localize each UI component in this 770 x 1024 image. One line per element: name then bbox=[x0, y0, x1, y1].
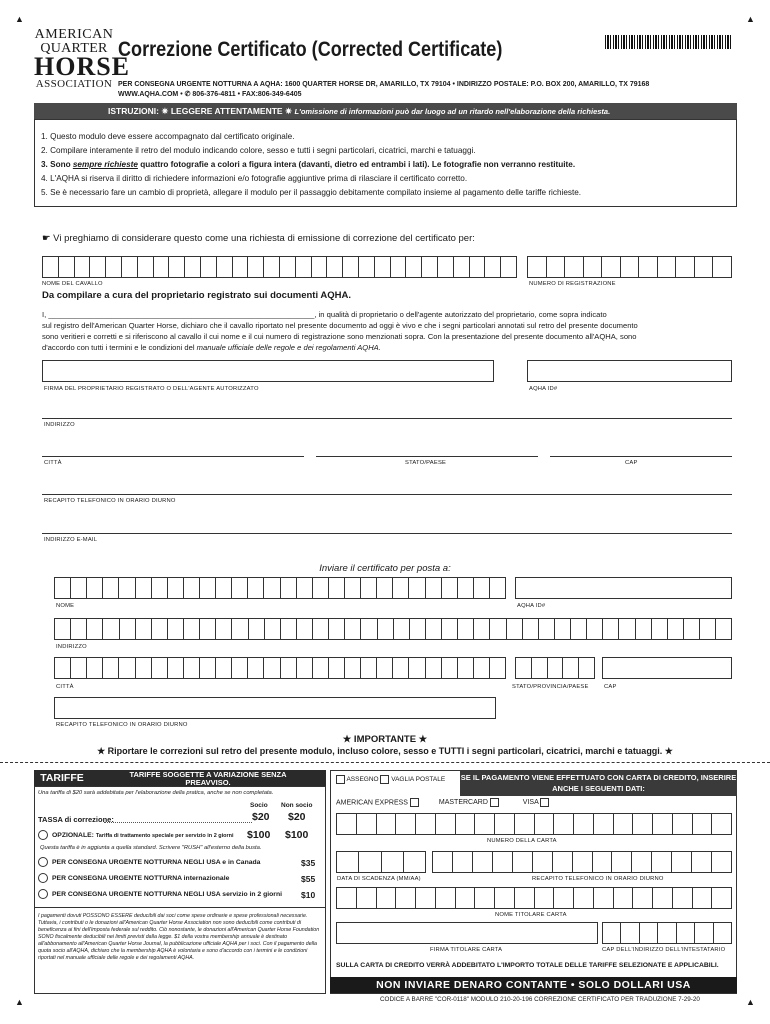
amex-checkbox[interactable] bbox=[410, 798, 419, 807]
ship-canada-radio[interactable] bbox=[38, 857, 48, 867]
correction-leader bbox=[104, 822, 252, 823]
correction-label: TASSA di correzione: bbox=[38, 815, 114, 824]
horse-name-input[interactable] bbox=[42, 256, 517, 278]
card-number-label: NUMERO DELLA CARTA bbox=[487, 838, 557, 844]
mail-aqha-id-input[interactable] bbox=[515, 577, 732, 599]
instruction-item-3a: 3. Sono bbox=[41, 160, 73, 169]
correction-member-price: $20 bbox=[252, 811, 270, 823]
page-title: Correzione Certificato (Corrected Certificate) bbox=[118, 38, 503, 61]
cardholder-name-input[interactable] bbox=[336, 887, 732, 909]
owner-address-label: INDIRIZZO bbox=[44, 422, 75, 428]
registration-number-label: NUMERO DI REGISTRAZIONE bbox=[529, 281, 616, 287]
owner-state-label: STATO/PAESE bbox=[405, 460, 447, 466]
signature-label: FIRMA DEL PROPRIETARIO REGISTRATO O DELL'AGENTE AUTORIZZATO bbox=[44, 386, 259, 392]
ship-intl-row[interactable] bbox=[38, 873, 229, 883]
corner-mark-bottom-left: ▲ bbox=[15, 997, 24, 1007]
mail-city-label: CITTÀ bbox=[56, 684, 74, 690]
cut-line bbox=[0, 762, 770, 763]
signature-input[interactable] bbox=[42, 360, 494, 382]
fees-fine-print: I pagamenti dovuti POSSONO ESSERE deducibili dai soci come spese ordinarie e spese professionali necessarie. Tuttavia, i contributi o le donazioni all'American Quarter Horse Association non sono deducibili come contributi di beneficenza ai fini dell'imposta federale sul reddito. Ciò nonostante, le donazioni all'American Quarter Horse Foundation SONO fiscalmente deducibili nei limiti previsti dalla legge. $1 della vostra membership annuale è destinato all'abbonamento all'American Quarter Horse Journal, la pubblicazione ufficiale AQHA per i soci. Con il pagamento della quota socio all'AQHA, dichiaro che la membership AQHA è volontaria e sono d'accordo con i termini e le condizioni riportati nel manuale ufficiale delle regole e dei regolamenti AQHA. bbox=[38, 913, 320, 961]
logo-line-4: ASSOCIATION bbox=[35, 78, 113, 90]
logo-line-3: HORSE bbox=[34, 52, 131, 81]
owner-phone-line[interactable] bbox=[42, 494, 732, 495]
owner-declaration bbox=[42, 309, 732, 353]
owner-aqha-id-input[interactable] bbox=[527, 360, 732, 382]
declaration-line-4a: d'accordo con tutti i termini e le condizioni del bbox=[42, 343, 197, 352]
check-checkbox[interactable] bbox=[336, 775, 345, 784]
ship-2day-radio[interactable] bbox=[38, 889, 48, 899]
mail-name-input[interactable] bbox=[54, 577, 506, 599]
logo-line-1: AMERICAN bbox=[34, 27, 114, 42]
important-title: ★ IMPORTANTE ★ bbox=[342, 734, 428, 745]
card-type-row bbox=[336, 798, 549, 807]
instruction-item: 4. L'AQHA si riserva il diritto di richiedere informazioni e/o fotografie aggiuntive prima di rilasciare il certificato corretto. bbox=[41, 174, 468, 183]
registration-number-input[interactable] bbox=[527, 256, 732, 278]
check-option[interactable] bbox=[336, 775, 445, 784]
cardholder-name-label: NOME TITOLARE CARTA bbox=[495, 912, 567, 918]
instruction-item: 2. Compilare interamente il retro del modulo indicando colore, sesso e tutti i segni particolari, cicatrici, marchi e tatuaggi. bbox=[41, 146, 476, 155]
fees-note: Una tariffa di $20 sarà addebitata per l'elaborazione della pratica, anche se non completata. bbox=[38, 790, 274, 796]
ship-canada-label: PER CONSEGNA URGENTE NOTTURNA NEGLI USA e in Canada bbox=[52, 858, 261, 866]
optional-detail: Tariffa di trattamento speciale per servizio in 2 giorni bbox=[95, 832, 234, 839]
owner-heading: Da compilare a cura del proprietario registrato sui documenti AQHA. bbox=[42, 290, 351, 301]
owner-city-line[interactable] bbox=[42, 456, 304, 457]
charge-notice: SULLA CARTA DI CREDITO VERRÀ ADDEBITATO L'IMPORTO TOTALE DELLE TARIFFE SELEZIONATE E APPLICABILI. bbox=[336, 962, 719, 969]
owner-zip-label: CAP bbox=[625, 460, 638, 466]
owner-email-label: INDIRIZZO E-MAIL bbox=[44, 537, 98, 543]
instruction-item-3u: sempre richieste bbox=[72, 160, 138, 169]
credit-card-bar: SE IL PAGAMENTO VIENE EFFETTUATO CON CARTA DI CREDITO, INSERIRE ANCHE I SEGUENTI DATI: bbox=[460, 770, 737, 796]
mail-address-label: INDIRIZZO bbox=[56, 644, 87, 650]
horse-name-label: NOME DEL CAVALLO bbox=[42, 281, 103, 287]
mastercard-checkbox[interactable] bbox=[490, 798, 499, 807]
instructions-bar bbox=[34, 103, 737, 119]
fees-subject-text: TARIFFE SOGGETTE A VARIAZIONE SENZA PREAVVISO. bbox=[129, 770, 287, 787]
card-number-input[interactable] bbox=[336, 813, 732, 835]
owner-address-line[interactable] bbox=[42, 418, 732, 419]
cardholder-signature-input[interactable] bbox=[336, 922, 598, 944]
instruction-item bbox=[41, 158, 730, 172]
owner-aqha-id-label: AQHA ID# bbox=[529, 386, 558, 392]
no-cash-bar: NON INVIARE DENARO CONTANTE • SOLO DOLLARI USA bbox=[330, 977, 737, 993]
mail-name-label: NOME bbox=[56, 603, 75, 609]
visa-checkbox[interactable] bbox=[540, 798, 549, 807]
owner-zip-line[interactable] bbox=[550, 456, 732, 457]
mail-zip-label: CAP bbox=[604, 684, 617, 690]
optional-member-price: $100 bbox=[247, 829, 271, 841]
ship-canada-price: $35 bbox=[301, 858, 316, 868]
instructions-italic: L'omissione di informazioni può dar luogo ad un ritardo nell'elaborazione della richiesta. bbox=[294, 107, 611, 116]
owner-state-line[interactable] bbox=[316, 456, 538, 457]
instructions-list bbox=[34, 119, 737, 207]
instructions-bold: ISTRUZIONI: ✷ LEGGERE ATTENTAMENTE ✷ bbox=[108, 106, 293, 116]
owner-email-line[interactable] bbox=[42, 533, 732, 534]
optional-nonmember-price: $100 bbox=[285, 829, 309, 841]
mail-aqha-id-label: AQHA ID# bbox=[517, 603, 546, 609]
optional-radio[interactable] bbox=[38, 830, 48, 840]
ship-canada-row[interactable] bbox=[38, 857, 260, 867]
instruction-item-3b: quattro fotografie a colori a figura intera (davanti, dietro ed entrambi i lati). Le fotografie non verranno restituite. bbox=[137, 160, 576, 169]
fees-divider bbox=[34, 907, 326, 908]
visa-label: VISA bbox=[522, 799, 539, 807]
mail-state-label: STATO/PROVINCIA/PAESE bbox=[512, 684, 589, 690]
ship-2day-row[interactable] bbox=[38, 889, 282, 899]
mail-phone-label: RECAPITO TELEFONICO IN ORARIO DIURNO bbox=[56, 722, 188, 728]
nonmember-label: Non socio bbox=[281, 802, 313, 809]
declaration-line-4 bbox=[42, 342, 732, 353]
cardholder-zip-label: CAP DELL'INDIRIZZO DELL'INTESTATARIO bbox=[602, 947, 726, 953]
owner-phone-label: RECAPITO TELEFONICO IN ORARIO DIURNO bbox=[44, 498, 176, 504]
owner-city-label: CITTÀ bbox=[44, 460, 62, 466]
ship-intl-price: $55 bbox=[301, 874, 316, 884]
expiry-label: DATA DI SCADENZA (MM/AA) bbox=[337, 876, 421, 882]
ship-2day-label: PER CONSEGNA URGENTE NOTTURNA NEGLI USA servizio in 2 giorni bbox=[52, 890, 282, 898]
aqha-logo bbox=[34, 27, 131, 90]
corner-mark-top-right: ▲ bbox=[746, 14, 755, 24]
address-line: PER CONSEGNA URGENTE NOTTURNA A AQHA: 1600 QUARTER HORSE DR, AMARILLO, TX 79104 • INDIRIZZO POSTALE: P.O. BOX 200, AMARILLO, TX 79168 bbox=[118, 81, 650, 88]
declaration-line-4i: manuale ufficiale delle regole e dei regolamenti AQHA. bbox=[196, 343, 381, 352]
money-order-checkbox[interactable] bbox=[380, 775, 389, 784]
fees-subject-to-change bbox=[90, 770, 326, 786]
member-label: Socio bbox=[250, 802, 268, 809]
amex-label: AMERICAN EXPRESS bbox=[336, 799, 408, 807]
correction-nonmember-price: $20 bbox=[288, 811, 306, 823]
declaration-line-3: sono veritieri e corretti e si riferiscono al cavallo il cui nome e il cui numero di registrazione sono menzionati sopra. Con la presentazione del presente documento all'AQHA, sono bbox=[42, 332, 637, 341]
expiry-input[interactable] bbox=[336, 851, 426, 873]
check-label: ASSEGNO bbox=[346, 776, 379, 784]
cc-phone-label: RECAPITO TELEFONICO IN ORARIO DIURNO bbox=[532, 876, 664, 882]
optional-note: Questa tariffa è in aggiunta a quella standard. Scrivere "RUSH" all'esterno della busta. bbox=[40, 845, 262, 851]
mail-to-title: Inviare il certificato per posta a: bbox=[319, 563, 451, 574]
ship-2day-price: $10 bbox=[301, 890, 316, 900]
footer-code: CODICE A BARRE "COR-0118" MODULO 210-20-196 CORREZIONE CERTIFICATO PER TRADUZIONE 7-29-20 bbox=[380, 996, 700, 1003]
optional-label: OPZIONALE: bbox=[52, 831, 94, 839]
cardholder-zip-input[interactable] bbox=[602, 922, 732, 944]
cardholder-signature-label: FIRMA TITOLARE CARTA bbox=[430, 947, 503, 953]
mail-zip-input[interactable] bbox=[602, 657, 732, 679]
fees-tag: TARIFFE bbox=[34, 770, 90, 786]
mail-state-input[interactable] bbox=[515, 657, 595, 679]
corner-mark-bottom-right: ▲ bbox=[746, 997, 755, 1007]
corner-mark-top-left: ▲ bbox=[15, 14, 24, 24]
mail-phone-input[interactable] bbox=[54, 697, 496, 719]
cc-phone-input[interactable] bbox=[432, 851, 732, 873]
ship-intl-label: PER CONSEGNA URGENTE NOTTURNA internazionale bbox=[52, 874, 230, 882]
mastercard-label: MASTERCARD bbox=[438, 799, 488, 807]
barcode bbox=[605, 35, 733, 49]
logo-line-2: QUARTER bbox=[40, 41, 108, 56]
instruction-item: 5. Se è necessario fare un cambio di proprietà, allegare il modulo per il passaggio debitamente compilato insieme al pagamento delle tariffe richieste. bbox=[41, 188, 582, 197]
request-text: ☛ Vi preghiamo di considerare questo come una richiesta di emissione di correzione del certificato per: bbox=[42, 233, 475, 244]
money-order-label: VAGLIA POSTALE bbox=[391, 776, 446, 784]
important-text: ★ Riportare le correzioni sul retro del presente modulo, incluso colore, sesso e TUTTI i segni particolari, cicatrici, marchi e tatuaggi. ★ bbox=[97, 746, 673, 756]
optional-row[interactable] bbox=[38, 830, 234, 840]
contact-line: WWW.AQHA.COM • ✆ 806-376-4811 • FAX:806-349-6405 bbox=[118, 91, 302, 98]
declaration-line-2: sul registro dell'American Quarter Horse, dichiaro che il cavallo riportato nel presente documento ad oggi è vivo e che i segni particolari annotati sul retro del presente documento bbox=[42, 321, 638, 330]
ship-intl-radio[interactable] bbox=[38, 873, 48, 883]
mail-city-input[interactable] bbox=[54, 657, 506, 679]
declaration-line-1: I, _______________________________________________________________, in qualità di proprietario o dell'agente autorizzato del proprietario, come sopra indicato bbox=[42, 310, 607, 319]
instruction-item: 1. Questo modulo deve essere accompagnato dal certificato originale. bbox=[41, 132, 295, 141]
mail-address-input[interactable] bbox=[54, 618, 732, 640]
